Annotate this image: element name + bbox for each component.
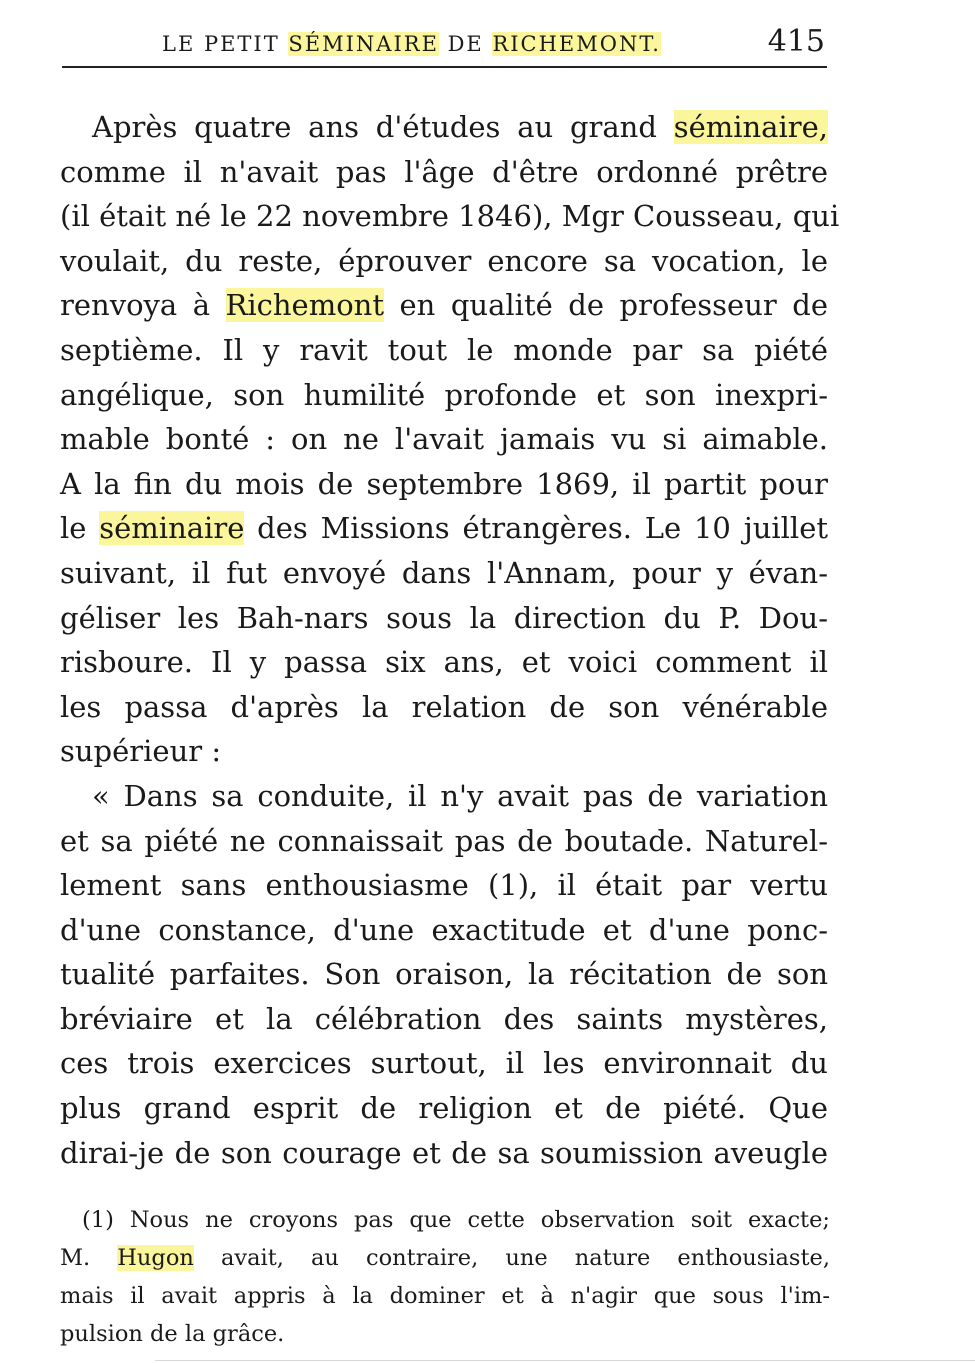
main-text — [60, 105, 840, 1175]
text-line: ces trois exercices surtout, il les environnait du — [60, 1046, 828, 1081]
text-line: septième. Il y ravit tout le monde par sa piété — [60, 332, 828, 367]
footnote-line: pulsion de la grâce. — [60, 1321, 285, 1347]
footnote — [60, 1201, 830, 1353]
text-line: géliser les Bah-nars sous la direction du P. Dou- — [60, 600, 828, 635]
text-line: mable bonté : on ne l'avait jamais vu si aimable. — [60, 422, 828, 457]
text-line: et sa piété ne connaissait pas de boutade. Naturel- — [60, 823, 828, 858]
highlighted-term: SÉMINAIRE — [288, 32, 439, 56]
text-line: « Dans sa conduite, il n'y avait pas de variation — [92, 778, 828, 813]
text-line: Après quatre ans d'études au grand séminaire, — [92, 110, 828, 144]
text-line: tualité parfaites. Son oraison, la récitation de son — [60, 957, 828, 992]
text-line: A la fin du mois de septembre 1869, il partit pour — [60, 466, 828, 501]
text-line: dirai-je de son courage et de sa soumission aveugle — [60, 1135, 828, 1170]
highlighted-term: séminaire, — [673, 110, 828, 144]
text-line: voulait, du reste, éprouver encore sa vocation, le — [60, 243, 828, 278]
highlighted-term: Hugon — [117, 1245, 194, 1271]
text-line: renvoya à Richemont en qualité de professeur de — [60, 288, 828, 323]
bottom-divider — [155, 1360, 975, 1361]
highlighted-term: RICHEMONT. — [492, 32, 661, 56]
running-title: LE PETIT SÉMINAIRE DE RICHEMONT. — [162, 32, 661, 56]
text-line: risboure. Il y passa six ans, et voici comment il — [60, 645, 828, 680]
text-line: bréviaire et la célébration des saints mystères, — [60, 1001, 828, 1036]
page-header — [62, 22, 827, 68]
page-number: 415 — [767, 24, 825, 59]
text-line: (il était né le 22 novembre 1846), Mgr Cousseau, qui — [60, 199, 840, 234]
footnote-line: mais il avait appris à la dominer et à n'agir que sous l'im- — [60, 1283, 830, 1309]
text-line: plus grand esprit de religion et de piété. Que — [60, 1091, 828, 1126]
footnote-line: (1) Nous ne croyons pas que cette observation soit exacte; — [82, 1207, 830, 1233]
highlighted-term: Richemont — [225, 288, 385, 323]
highlighted-term: séminaire — [99, 511, 245, 546]
text-line: comme il n'avait pas l'âge d'être ordonné prêtre — [60, 154, 828, 189]
text-line: angélique, son humilité profonde et son inexpri- — [60, 377, 828, 412]
text-line: d'une constance, d'une exactitude et d'une ponc- — [60, 912, 828, 947]
text-line: lement sans enthousiasme (1), il était par vertu — [60, 868, 828, 903]
text-line: les passa d'après la relation de son vénérable — [60, 689, 828, 724]
footnote-line: M. Hugon avait, au contraire, une nature enthousiaste, — [60, 1245, 830, 1271]
text-line: supérieur : — [60, 734, 222, 769]
text-line: suivant, il fut envoyé dans l'Annam, pour y évan- — [60, 555, 828, 590]
text-line: le séminaire des Missions étrangères. Le 10 juillet — [60, 511, 829, 546]
